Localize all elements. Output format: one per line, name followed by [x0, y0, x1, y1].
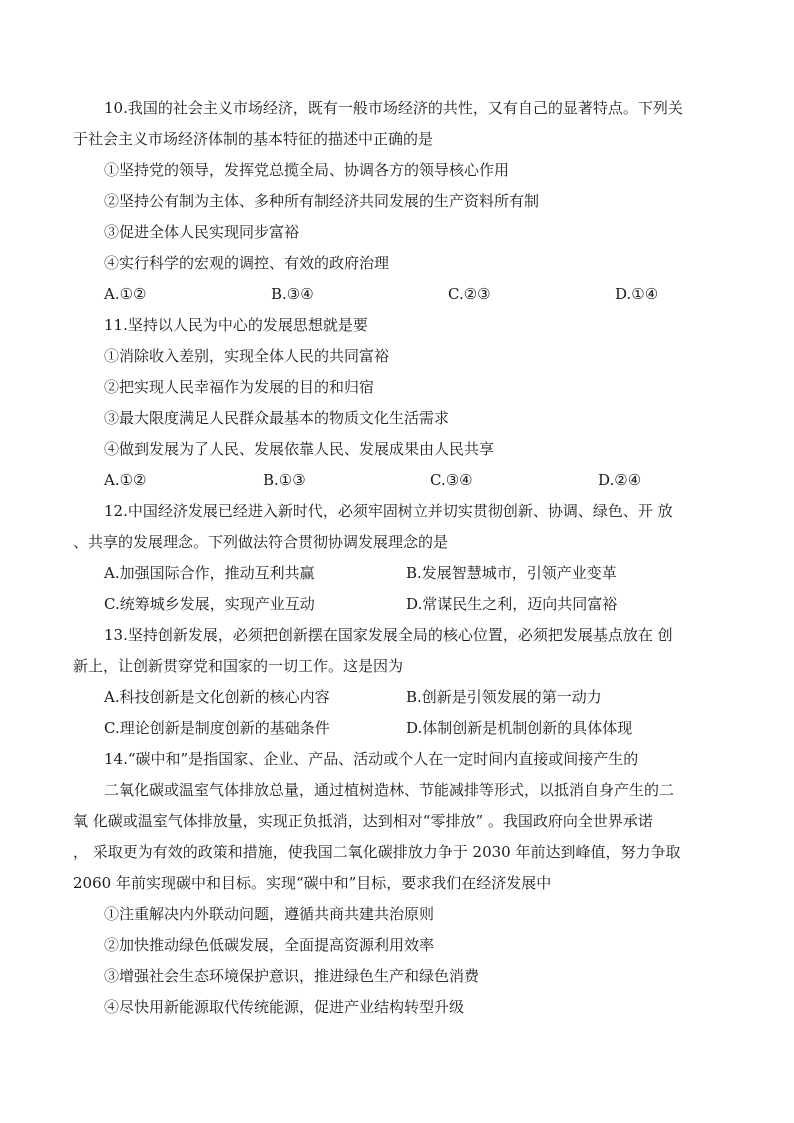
q13-option-a: A.科技创新是文化创新的核心内容 [104, 688, 330, 706]
q13-stem-line-2: 新上，让创新贯穿党和国家的一切工作。这是因为 [73, 657, 404, 675]
q13-option-c: C.理论创新是制度创新的基础条件 [104, 719, 330, 737]
q11-option-d: D.②④ [598, 471, 642, 489]
q10-item-1: ①坚持党的领导，发挥党总揽全局、协调各方的领导核心作用 [104, 161, 510, 179]
q11-stem-line-1: 11.坚持以人民为中心的发展思想就是要 [104, 316, 368, 334]
q10-item-3: ③促进全体人民实现同步富裕 [104, 223, 300, 241]
q10-option-b: B.③④ [271, 285, 314, 303]
q10-stem-line-2: 于社会主义市场经济体制的基本特征的描述中正确的是 [73, 130, 434, 148]
q13-stem-line-1: 13.坚持创新发展，必须把创新摆在国家发展全局的核心位置，必须把发展基点放在 创 [104, 626, 673, 644]
q10-item-2: ②坚持公有制为主体、多种所有制经济共同发展的生产资料所有制 [104, 192, 540, 210]
q14-item-2: ②加快推动绿色低碳发展，全面提高资源利用效率 [104, 936, 435, 954]
q14-item-4: ④尽快用新能源取代传统能源，促进产业结构转型升级 [104, 998, 465, 1016]
q12-option-d: D.常谋民生之利，迈向共同富裕 [406, 595, 618, 613]
q11-item-4: ④做到发展为了人民、发展依靠人民、发展成果由人民共享 [104, 440, 495, 458]
q10-stem-line-1: 10.我国的社会主义市场经济，既有一般市场经济的共性，又有自己的显著特点。下列关 [104, 99, 683, 117]
q12-option-c: C.统筹城乡发展，实现产业互动 [104, 595, 315, 613]
q12-stem-line-1: 12.中国经济发展已经进入新时代，必须牢固树立并切实贯彻创新、协调、绿色、开 放 [104, 502, 673, 520]
q14-stem-line-2: 二氧化碳或温室气体排放总量，通过植树造林、节能减排等形式，以抵消自身产生的二 [104, 781, 675, 799]
q12-option-b: B.发展智慧城市，引领产业变革 [406, 564, 617, 582]
q12-stem-line-2: 、共享的发展理念。下列做法符合贯彻协调发展理念的是 [73, 533, 449, 551]
q13-option-d: D.体制创新是机制创新的具体体现 [406, 719, 633, 737]
q13-option-b: B.创新是引领发展的第一动力 [406, 688, 602, 706]
q10-item-4: ④实行科学的宏观的调控、有效的政府治理 [104, 254, 390, 272]
q10-option-a: A.①② [104, 285, 147, 303]
q14-stem-line-3: 氧 化碳或温室气体排放量，实现正负抵消，达到相对“零排放” 。我国政府向全世界承诺 [73, 812, 653, 830]
q14-stem-line-1: 14.“碳中和”是指国家、企业、产品、活动或个人在一定时间内直接或间接产生的 [104, 750, 639, 768]
q11-option-b: B.①③ [263, 471, 306, 489]
q11-item-2: ②把实现人民幸福作为发展的目的和归宿 [104, 378, 375, 396]
q14-stem-line-5: 2060 年前实现碳中和目标。实现“碳中和”目标，要求我们在经济发展中 [73, 874, 552, 892]
q11-option-a: A.①② [104, 471, 147, 489]
q14-item-1: ①注重解决内外联动问题，遵循共商共建共治原则 [104, 905, 435, 923]
q10-option-d: D.①④ [615, 285, 659, 303]
q11-item-3: ③最大限度满足人民群众最基本的物质文化生活需求 [104, 409, 450, 427]
q11-option-c: C.③④ [430, 471, 473, 489]
q10-option-c: C.②③ [448, 285, 491, 303]
q12-option-a: A.加强国际合作，推动互利共赢 [104, 564, 315, 582]
q14-stem-line-4: ， 采取更为有效的政策和措施，使我国二氧化碳排放力争于 2030 年前达到峰值，努力争取 [73, 843, 681, 861]
q11-item-1: ①消除收入差别，实现全体人民的共同富裕 [104, 347, 390, 365]
q14-item-3: ③增强社会生态环境保护意识，推进绿色生产和绿色消费 [104, 967, 480, 985]
